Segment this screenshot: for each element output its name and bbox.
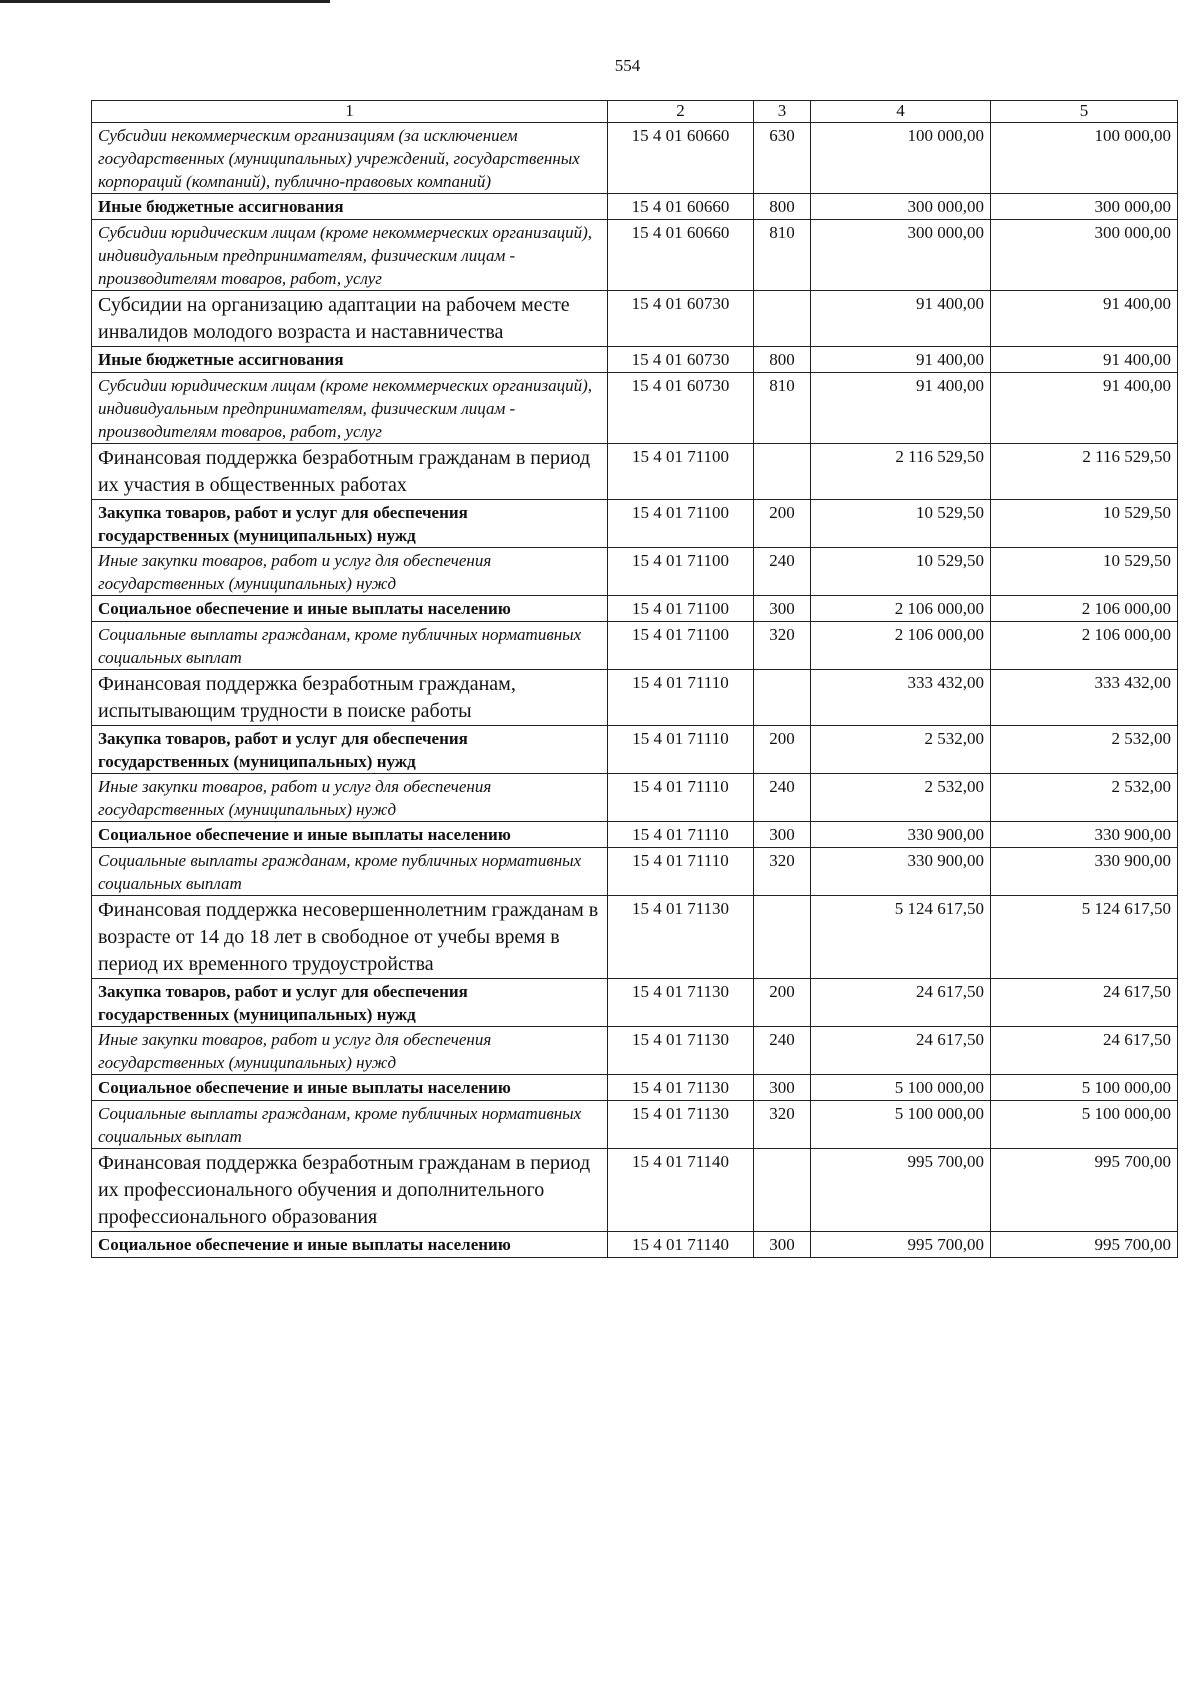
row-value-5: 24 617,50: [991, 979, 1178, 1027]
column-header: 5: [991, 101, 1178, 123]
row-code: 15 4 01 71130: [608, 1027, 754, 1075]
row-code: 15 4 01 60730: [608, 373, 754, 444]
row-value-4: 330 900,00: [811, 848, 991, 896]
row-type: 200: [754, 726, 811, 774]
row-code: 15 4 01 71130: [608, 1101, 754, 1149]
row-name: Закупка товаров, работ и услуг для обеспечения государственных (муниципальных) нужд: [92, 979, 608, 1027]
page-number: 554: [614, 56, 641, 75]
row-type: [754, 1149, 811, 1232]
row-value-5: 995 700,00: [991, 1149, 1178, 1232]
table-row: [92, 347, 1178, 373]
row-type: 240: [754, 774, 811, 822]
row-value-5: 300 000,00: [991, 220, 1178, 291]
table-row: [92, 123, 1178, 194]
row-value-5: 5 124 617,50: [991, 896, 1178, 979]
row-value-4: 91 400,00: [811, 347, 991, 373]
row-value-5: 2 532,00: [991, 726, 1178, 774]
row-name: Социальные выплаты гражданам, кроме публичных нормативных социальных выплат: [92, 622, 608, 670]
row-code: 15 4 01 71100: [608, 444, 754, 500]
row-type: 240: [754, 1027, 811, 1075]
table-body: [92, 123, 1178, 1258]
row-type: [754, 444, 811, 500]
row-value-4: 100 000,00: [811, 123, 991, 194]
row-value-4: 24 617,50: [811, 1027, 991, 1075]
row-value-5: 333 432,00: [991, 670, 1178, 726]
row-code: 15 4 01 71110: [608, 774, 754, 822]
row-name: Финансовая поддержка безработным гражданам в период их участия в общественных работах: [92, 444, 608, 500]
row-name: Финансовая поддержка безработным гражданам, испытывающим трудности в поиске работы: [92, 670, 608, 726]
row-code: 15 4 01 60730: [608, 291, 754, 347]
table-row: [92, 548, 1178, 596]
row-value-5: 91 400,00: [991, 373, 1178, 444]
row-code: 15 4 01 71130: [608, 979, 754, 1027]
row-value-5: 91 400,00: [991, 291, 1178, 347]
row-code: 15 4 01 71130: [608, 1075, 754, 1101]
row-name: Субсидии юридическим лицам (кроме некоммерческих организаций), индивидуальным предпринимателям, физическим лицам - производителям товаров, работ, услуг: [92, 373, 608, 444]
row-code: 15 4 01 71100: [608, 548, 754, 596]
row-value-5: 24 617,50: [991, 1027, 1178, 1075]
table-row: [92, 979, 1178, 1027]
row-value-4: 91 400,00: [811, 291, 991, 347]
row-value-5: 995 700,00: [991, 1232, 1178, 1258]
row-value-4: 300 000,00: [811, 194, 991, 220]
table-row: [92, 596, 1178, 622]
row-value-5: 300 000,00: [991, 194, 1178, 220]
row-value-5: 91 400,00: [991, 347, 1178, 373]
row-type: 800: [754, 194, 811, 220]
table-row: [92, 1149, 1178, 1232]
row-code: 15 4 01 71110: [608, 822, 754, 848]
row-value-4: 10 529,50: [811, 548, 991, 596]
column-header: 4: [811, 101, 991, 123]
table-row: [92, 373, 1178, 444]
row-value-4: 2 116 529,50: [811, 444, 991, 500]
row-value-5: 330 900,00: [991, 848, 1178, 896]
budget-table: [91, 100, 1178, 1258]
row-type: 200: [754, 500, 811, 548]
row-value-4: 91 400,00: [811, 373, 991, 444]
row-value-5: 5 100 000,00: [991, 1101, 1178, 1149]
table-row: [92, 194, 1178, 220]
row-code: 15 4 01 71140: [608, 1232, 754, 1258]
table-row: [92, 1101, 1178, 1149]
table-row: [92, 220, 1178, 291]
row-code: 15 4 01 71100: [608, 622, 754, 670]
table-row: [92, 822, 1178, 848]
row-name: Социальное обеспечение и иные выплаты населению: [92, 596, 608, 622]
row-code: 15 4 01 60660: [608, 194, 754, 220]
row-value-5: 330 900,00: [991, 822, 1178, 848]
row-type: 800: [754, 347, 811, 373]
row-value-5: 2 106 000,00: [991, 622, 1178, 670]
row-type: 320: [754, 848, 811, 896]
row-type: 200: [754, 979, 811, 1027]
row-value-5: 5 100 000,00: [991, 1075, 1178, 1101]
row-code: 15 4 01 71140: [608, 1149, 754, 1232]
row-value-4: 995 700,00: [811, 1149, 991, 1232]
row-name: Иные закупки товаров, работ и услуг для обеспечения государственных (муниципальных) нужд: [92, 1027, 608, 1075]
row-value-4: 333 432,00: [811, 670, 991, 726]
row-value-5: 10 529,50: [991, 548, 1178, 596]
row-name: Иные закупки товаров, работ и услуг для обеспечения государственных (муниципальных) нужд: [92, 548, 608, 596]
row-type: 810: [754, 373, 811, 444]
column-header: 1: [92, 101, 608, 123]
row-type: 300: [754, 822, 811, 848]
row-value-5: 2 106 000,00: [991, 596, 1178, 622]
table-row: [92, 500, 1178, 548]
row-type: 320: [754, 1101, 811, 1149]
table-row: [92, 291, 1178, 347]
row-name: Социальные выплаты гражданам, кроме публичных нормативных социальных выплат: [92, 848, 608, 896]
table-row: [92, 444, 1178, 500]
row-code: 15 4 01 71110: [608, 726, 754, 774]
row-value-4: 2 532,00: [811, 774, 991, 822]
row-name: Социальное обеспечение и иные выплаты населению: [92, 1232, 608, 1258]
row-type: 300: [754, 1232, 811, 1258]
row-code: 15 4 01 60660: [608, 220, 754, 291]
row-value-4: 2 532,00: [811, 726, 991, 774]
row-value-4: 5 100 000,00: [811, 1075, 991, 1101]
row-value-4: 24 617,50: [811, 979, 991, 1027]
row-code: 15 4 01 71130: [608, 896, 754, 979]
header-row: [92, 101, 1178, 123]
row-type: 300: [754, 1075, 811, 1101]
row-type: [754, 291, 811, 347]
column-header: 2: [608, 101, 754, 123]
row-code: 15 4 01 71110: [608, 848, 754, 896]
row-value-4: 995 700,00: [811, 1232, 991, 1258]
row-value-5: 2 116 529,50: [991, 444, 1178, 500]
top-rule: [0, 0, 330, 3]
table-row: [92, 622, 1178, 670]
row-name: Закупка товаров, работ и услуг для обеспечения государственных (муниципальных) нужд: [92, 726, 608, 774]
row-value-5: 100 000,00: [991, 123, 1178, 194]
row-name: Субсидии на организацию адаптации на рабочем месте инвалидов молодого возраста и наставничества: [92, 291, 608, 347]
row-value-4: 5 100 000,00: [811, 1101, 991, 1149]
row-type: 300: [754, 596, 811, 622]
column-header: 3: [754, 101, 811, 123]
table-row: [92, 1075, 1178, 1101]
row-name: Финансовая поддержка безработным гражданам в период их профессионального обучения и дополнительного профессионального образования: [92, 1149, 608, 1232]
row-value-4: 2 106 000,00: [811, 596, 991, 622]
row-value-4: 2 106 000,00: [811, 622, 991, 670]
row-name: Иные бюджетные ассигнования: [92, 347, 608, 373]
row-name: Закупка товаров, работ и услуг для обеспечения государственных (муниципальных) нужд: [92, 500, 608, 548]
table-row: [92, 1232, 1178, 1258]
row-type: [754, 896, 811, 979]
row-value-4: 330 900,00: [811, 822, 991, 848]
table-row: [92, 848, 1178, 896]
row-type: [754, 670, 811, 726]
row-code: 15 4 01 71100: [608, 500, 754, 548]
table-row: [92, 670, 1178, 726]
row-code: 15 4 01 71110: [608, 670, 754, 726]
row-name: Социальное обеспечение и иные выплаты населению: [92, 822, 608, 848]
table-row: [92, 726, 1178, 774]
row-name: Иные закупки товаров, работ и услуг для обеспечения государственных (муниципальных) нужд: [92, 774, 608, 822]
row-type: 630: [754, 123, 811, 194]
row-value-4: 5 124 617,50: [811, 896, 991, 979]
row-code: 15 4 01 60660: [608, 123, 754, 194]
row-name: Субсидии юридическим лицам (кроме некоммерческих организаций), индивидуальным предпринимателям, физическим лицам - производителям товаров, работ, услуг: [92, 220, 608, 291]
table-row: [92, 1027, 1178, 1075]
row-value-5: 10 529,50: [991, 500, 1178, 548]
row-name: Субсидии некоммерческим организациям (за исключением государственных (муниципальных) учреждений, государственных корпораций (компаний), публично-правовых компаний): [92, 123, 608, 194]
row-name: Социальное обеспечение и иные выплаты населению: [92, 1075, 608, 1101]
row-type: 240: [754, 548, 811, 596]
row-value-5: 2 532,00: [991, 774, 1178, 822]
row-name: Социальные выплаты гражданам, кроме публичных нормативных социальных выплат: [92, 1101, 608, 1149]
row-type: 320: [754, 622, 811, 670]
table-row: [92, 774, 1178, 822]
row-type: 810: [754, 220, 811, 291]
row-code: 15 4 01 60730: [608, 347, 754, 373]
row-code: 15 4 01 71100: [608, 596, 754, 622]
row-value-4: 300 000,00: [811, 220, 991, 291]
table-row: [92, 896, 1178, 979]
row-value-4: 10 529,50: [811, 500, 991, 548]
row-name: Финансовая поддержка несовершеннолетним гражданам в возрасте от 14 до 18 лет в свободное от учебы время в период их временного трудоустройства: [92, 896, 608, 979]
row-name: Иные бюджетные ассигнования: [92, 194, 608, 220]
